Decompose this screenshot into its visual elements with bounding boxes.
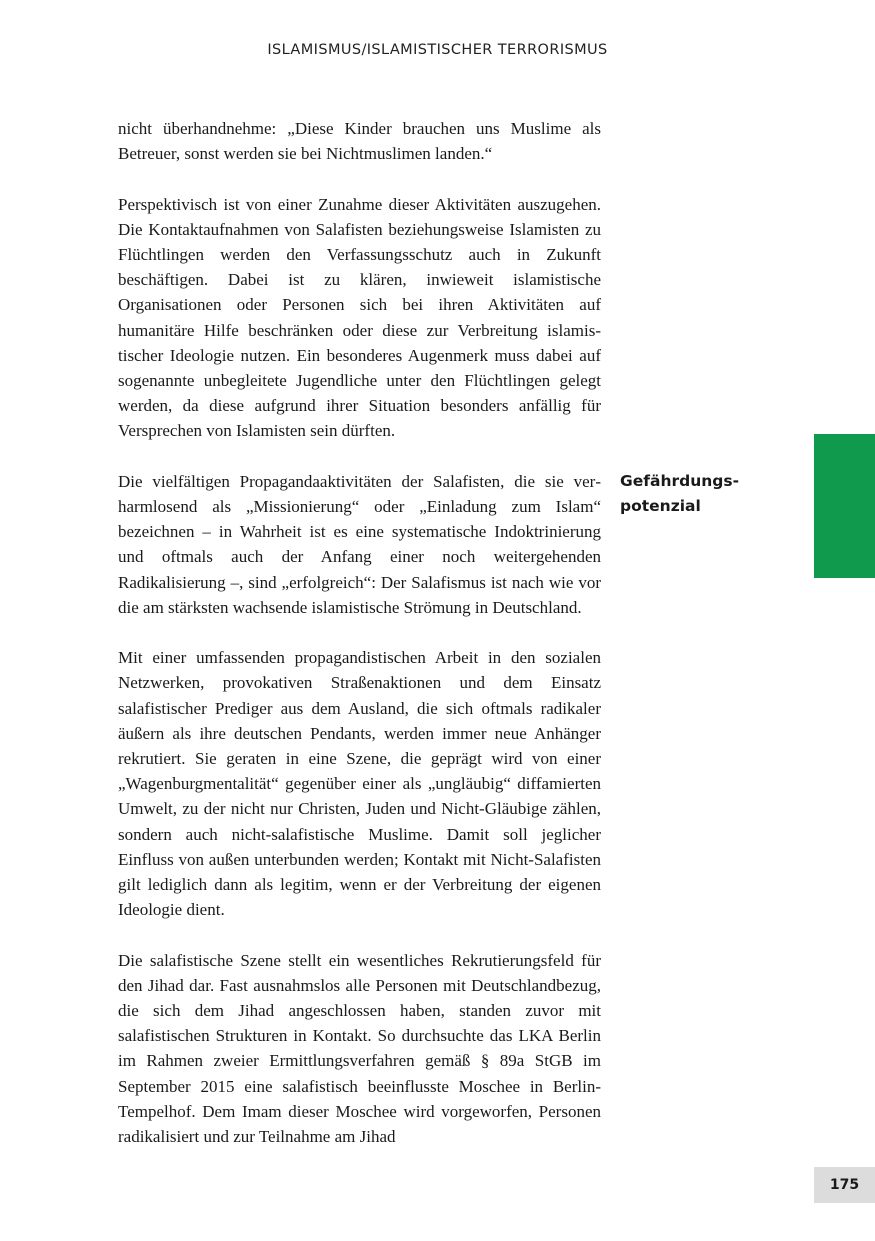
paragraph-4: Mit einer umfassenden propagandistischen Arbeit in den sozialen Netzwerken, provokativen Straßenaktionen und dem Einsatz salafistischer Prediger aus dem Ausland, die sich oftmals radikaler äußern als ihre deutschen Pendants, werden immer neue Anhänger rekrutiert. Sie geraten in eine Szene, die geprägt wird von einer „Wagenburgmentalität“ gegenüber einer als „ungläubig“ diffamierten Umwelt, zu der nicht nur Christen, Juden und Nicht-Gläubige zählen, sondern auch nicht-salafistische Muslime. Damit soll jeglicher Einfluss von außen unterbunden werden; Kontakt mit Nicht-Salafisten gilt lediglich dann als legitim, wenn er der Verbreitung der eigenen Ideologie dient. — [118, 648, 601, 920]
page-number: 175 — [814, 1167, 875, 1203]
margin-note-line-1: Gefährdungs- — [620, 472, 740, 490]
body-text — [118, 116, 601, 1174]
section-tab — [814, 434, 875, 578]
paragraph-2: Perspektivisch ist von einer Zunahme dieser Aktivitäten auszugehen. Die Kontaktaufnahmen von Salafisten beziehungsweise Islamisten zu Flüchtlingen werden den Verfassungsschutz auch in Zukunft beschäftigen. Dabei ist zu klären, inwieweit islamistische Organisationen oder Personen sich bei ihren Aktivitäten auf humanitäre Hilfe beschränken oder diese zur Verbreitung islamistischer Ideologie nutzen. Ein besonderes Augenmerk muss dabei auf sogenannte unbegleitete Jugendliche unter den Flüchtlingen gelegt werden, da diese aufgrund ihrer Situation besonders anfällig für Versprechen von Islamisten sein dürften. — [118, 194, 601, 441]
margin-note — [620, 469, 770, 519]
paragraph-5: Die salafistische Szene stellt ein wesentliches Rekrutierungsfeld für den Jihad dar. Fast ausnahmslos alle Personen mit Deutschlandbezug, die sich dem Jihad angeschlossen haben, standen zuvor mit salafistischen Strukturen in Kontakt. So durchsuchte das LKA Berlin im Rahmen zweier Ermittlungsverfahren gemäß § 89a StGB im September 2015 eine salafistisch beeinflusste Moschee in Berlin-Tempelhof. Dem Imam dieser Moschee wird vorgeworfen, Personen radikalisiert und zur Teilnahme am Jihad — [118, 950, 601, 1147]
paragraph-3: Die vielfältigen Propagandaaktivitäten der Salafisten, die sie verharmlosend als „Missionierung“ oder „Einladung zum Islam“ bezeichnen – in Wahrheit ist es eine systematische Indoktrinierung und oftmals auch der Anfang einer noch weitergehenden Radikalisierung –, sind „erfolgreich“: Der Salafismus ist nach wie vor die am stärksten wachsende islamistische Strömung in Deutschland. — [118, 471, 601, 617]
running-header: ISLAMISMUS/ISLAMISTISCHER TERRORISMUS — [267, 42, 608, 58]
paragraph-1: nicht überhandnehme: „Diese Kinder brauchen uns Muslime als Betreuer, sonst werden sie bei Nichtmuslimen landen.“ — [118, 119, 601, 164]
margin-note-line-2: potenzial — [620, 497, 701, 515]
